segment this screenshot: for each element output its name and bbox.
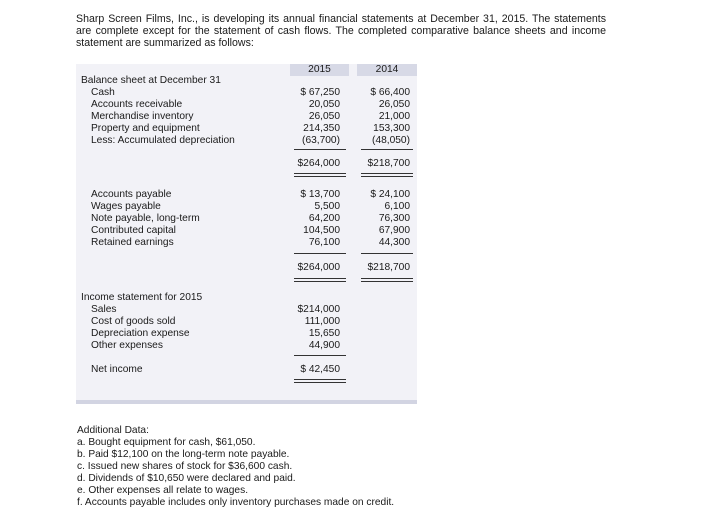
income-value: $214,000	[297, 304, 340, 315]
equity-value-2015: 104,500	[303, 225, 340, 236]
asset-value-2015: $ 67,250	[300, 87, 340, 98]
double-rule	[361, 176, 413, 177]
double-rule	[361, 278, 413, 279]
liability-value-2014: 6,100	[384, 201, 410, 212]
additional-data-item: c. Issued new shares of stock for $36,600 cash.	[77, 461, 293, 472]
subtotal-rule	[294, 355, 346, 356]
asset-value-2015: 214,350	[303, 123, 340, 134]
liability-label: Accounts payable	[91, 189, 172, 200]
asset-value-2014: 26,050	[378, 99, 410, 110]
asset-value-2014: (48,050)	[372, 135, 410, 146]
double-rule	[294, 382, 346, 383]
total-liabilities-equity-2014: $218,700	[367, 262, 410, 273]
net-income-label: Net income	[91, 364, 143, 375]
additional-data-item: d. Dividends of $10,650 were declared and paid.	[77, 473, 296, 484]
double-rule	[294, 278, 346, 279]
income-statement-title: Income statement for 2015	[81, 292, 203, 303]
income-label: Depreciation expense	[91, 328, 190, 339]
double-rule	[294, 176, 346, 177]
asset-value-2014: 153,300	[373, 123, 410, 134]
additional-data-title: Additional Data:	[77, 425, 149, 436]
income-value: 111,000	[304, 316, 340, 327]
balance-sheet-title: Balance sheet at December 31	[81, 75, 221, 86]
double-rule	[294, 173, 346, 174]
double-rule	[294, 281, 346, 282]
subtotal-rule	[294, 253, 346, 254]
asset-label: Accounts receivable	[91, 99, 183, 110]
total-liabilities-equity-2015: $264,000	[297, 262, 340, 273]
column-header-2014: 2014	[357, 64, 417, 76]
liability-value-2015: 5,500	[314, 201, 340, 212]
equity-label: Contributed capital	[91, 225, 176, 236]
additional-data-item: b. Paid $12,100 on the long-term note payable.	[77, 449, 290, 460]
equity-value-2014: 67,900	[378, 225, 410, 236]
additional-data-item: f. Accounts payable includes only inventory purchases made on credit.	[77, 497, 395, 508]
additional-data-item: a. Bought equipment for cash, $61,050.	[77, 437, 256, 448]
asset-label: Property and equipment	[91, 123, 200, 134]
liability-value-2015: $ 13,700	[300, 189, 340, 200]
liability-value-2014: 76,300	[378, 213, 410, 224]
income-value: 15,650	[308, 328, 340, 339]
additional-data	[77, 425, 394, 509]
asset-label: Merchandise inventory	[91, 111, 194, 122]
table-bottom-bar	[76, 400, 417, 404]
equity-label: Retained earnings	[91, 237, 174, 248]
liability-label: Wages payable	[91, 201, 161, 212]
total-assets-2015: $264,000	[297, 158, 340, 169]
double-rule	[294, 379, 346, 380]
liability-label: Note payable, long-term	[91, 213, 200, 224]
asset-value-2015: (63,700)	[302, 135, 340, 146]
asset-value-2014: $ 66,400	[370, 87, 410, 98]
subtotal-rule	[361, 253, 413, 254]
liability-value-2015: 64,200	[308, 213, 340, 224]
income-value: 44,900	[308, 340, 340, 351]
asset-value-2014: 21,000	[378, 111, 410, 122]
additional-data-item: e. Other expenses all relate to wages.	[77, 485, 249, 496]
asset-value-2015: 20,050	[308, 99, 340, 110]
equity-value-2015: 76,100	[308, 237, 340, 248]
net-income-value: $ 42,450	[300, 364, 340, 375]
asset-label: Cash	[91, 87, 115, 98]
total-assets-2014: $218,700	[367, 158, 410, 169]
asset-label: Less: Accumulated depreciation	[91, 135, 235, 146]
double-rule	[361, 173, 413, 174]
subtotal-rule	[294, 149, 346, 150]
income-label: Sales	[91, 304, 117, 315]
income-label: Other expenses	[91, 340, 163, 351]
intro-paragraph: Sharp Screen Films, Inc., is developing its annual financial statements at December 31, 2015. The statements are complete except for the statement of cash flows. The completed comparative balance sheets and income statement are summarized as follows:	[76, 13, 606, 49]
double-rule	[361, 281, 413, 282]
column-header-2015: 2015	[290, 64, 349, 76]
equity-value-2014: 44,300	[378, 237, 410, 248]
income-label: Cost of goods sold	[91, 316, 176, 327]
subtotal-rule	[361, 149, 413, 150]
asset-value-2015: 26,050	[308, 111, 340, 122]
liability-value-2014: $ 24,100	[370, 189, 410, 200]
